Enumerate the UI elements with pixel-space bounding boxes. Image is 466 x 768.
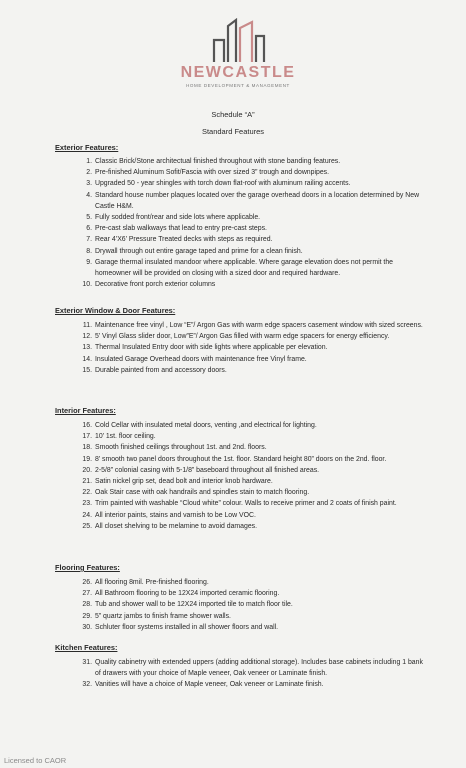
section-heading-kitchen: Kitchen Features: (55, 643, 118, 652)
list-item: 13. Thermal Insulated Entry door with side lights where applicable per elevation. (82, 344, 328, 352)
list-item: 29. 5” quartz jambs to finish frame shower walls. (82, 612, 231, 620)
list-item: 9. Garage thermal insulated mandoor where applicable. Where garage elevation does not permit the homeowner will be provided on closing with a sized door and required hardware. (86, 258, 394, 278)
list-item: 16. Cold Cellar with insulated metal doors, venting ,and electrical for lighting. (82, 422, 317, 429)
window-door-features-list (0, 320, 425, 376)
section-heading-interior: Interior Features: (55, 406, 116, 415)
license-watermark: Licensed to CAOR (4, 756, 67, 765)
list-item: 17. 10’ 1st. floor ceiling. (82, 433, 156, 441)
schedule-label: Schedule “A” (211, 110, 255, 119)
exterior-features-list (0, 156, 425, 290)
list-item: 19. 8’ smooth two panel doors throughout the 1st. floor. Standard height 80” doors on the 2nd. floor. (82, 455, 387, 463)
list-item: 5. Fully sodded front/rear and side lots where applicable. (86, 214, 261, 222)
list-item: 32. Vanities will have a choice of Maple veneer, Oak veneer or Laminate finish. (82, 681, 324, 689)
list-item: 21. Satin nickel grip set, dead bolt and interior knob hardware. (82, 478, 273, 486)
list-item: 10. Decorative front porch exterior columns (82, 281, 216, 289)
list-item: 30. Schluter floor systems installed in all shower floors and wall. (82, 623, 279, 631)
document-title: Standard Features (201, 127, 265, 136)
section-heading-flooring: Flooring Features: (55, 563, 120, 572)
flooring-features-list (0, 577, 425, 633)
list-item: 18. Smooth finished ceilings throughout 1st. and 2nd. floors. (82, 444, 267, 452)
building-icon (208, 18, 268, 64)
list-item: 27. All Bathroom flooring to be 12X24 imported ceramic flooring. (82, 590, 280, 598)
brand-name: NEWCASTLE (180, 64, 296, 81)
brand-tagline: HOME DEVELOPMENT & MANAGEMENT (186, 83, 290, 88)
section-heading-exterior: Exterior Features: (55, 143, 119, 152)
list-item: 25. All closet shelving to be melamine to avoid damages. (82, 522, 258, 530)
list-item: 8. Drywall through out entire garage taped and prime for a clean finish. (86, 247, 303, 255)
list-item: 24. All interior paints, stains and varnish to be Low VOC. (82, 511, 256, 519)
list-item: 28. Tub and shower wall to be 12X24 imported tile to match floor tile. (82, 601, 293, 609)
list-item: 31. Quality cabinetry with extended uppers (adding additional storage). Includes base cabinets including 1 bank of drawers with your choice of Maple veneer, Oak veneer or Laminate finish. (82, 659, 423, 678)
list-item: 6. Pre-cast slab walkways that lead to entry pre-cast steps. (86, 225, 267, 233)
list-item: 1. Classic Brick/Stone architectual finished throughout with stone banding features. (86, 158, 341, 165)
list-item: 14. Insulated Garage Overhead doors with maintenance free Vinyl frame. (82, 355, 307, 363)
brand-logo (168, 18, 308, 100)
list-item: 12. 5’ Vinyl Glass slider door, Low”E”/ Argon Gas filled with warm edge spacers for energy efficiency. (82, 333, 390, 341)
list-item: 3. Upgraded 50 - year shingles with torch down flat-roof with aluminum railing accents. (86, 180, 351, 188)
list-item: 15. Durable painted from and accessory doors. (82, 366, 227, 374)
list-item: 22. Oak Stair case with oak handrails and spindles stain to match flooring. (82, 489, 310, 497)
list-item: 7. Rear 4’X6’ Pressure Treated decks with steps as required. (86, 236, 273, 244)
section-heading-window-door: Exterior Window & Door Features: (55, 306, 176, 315)
list-item: 20. 2-5/8” colonial casing with 5-1/8” baseboard throughout all finished areas. (82, 466, 320, 474)
list-item: 26. All flooring 8mil. Pre-finished flooring. (82, 579, 209, 586)
list-item: 11. Maintenance free vinyl , Low “E”/ Argon Gas with warm edge spacers casement window with sized screens. (82, 322, 423, 329)
interior-features-list (0, 420, 425, 532)
list-item: 4. Standard house number plaques located over the garage overhead doors in a location determined by New Castle H&M. (86, 191, 420, 210)
list-item: 2. Pre-finished Aluminum Sofit/Fascia with over sized 3” trough and downpipes. (86, 169, 330, 177)
list-item: 23. Trim painted with washable “Cloud white” colour. Walls to receive primer and 2 coats of finish paint. (82, 500, 397, 508)
kitchen-features-list (0, 657, 425, 691)
